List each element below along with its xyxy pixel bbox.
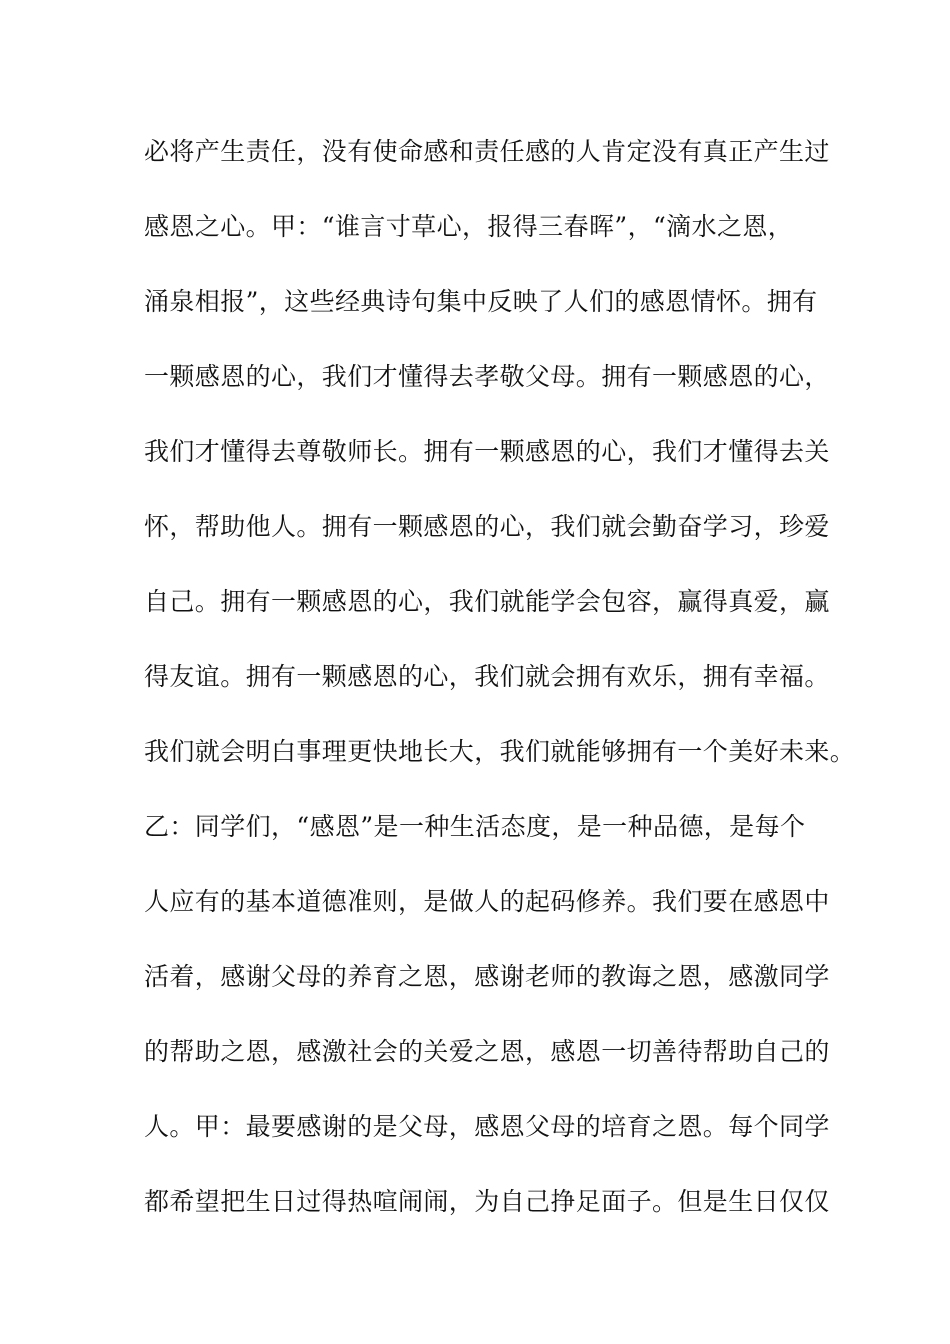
body-text <box>144 132 856 1257</box>
text-line: 我们就会明白事理更快地长大，我们就能够拥有一个美好未来。 <box>144 737 856 766</box>
text-line: 涌泉相报”，这些经典诗句集中反映了人们的感恩情怀。拥有 <box>144 287 818 316</box>
text-line: 活着，感谢父母的养育之恩，感谢老师的教诲之恩，感激同学 <box>144 962 830 991</box>
text-line: 得友谊。拥有一颗感恩的心，我们就会拥有欢乐，拥有幸福。 <box>144 662 830 691</box>
text-line: 必将产生责任，没有使命感和责任感的人肯定没有真正产生过 <box>144 137 830 166</box>
text-line: 人应有的基本道德准则，是做人的起码修养。我们要在感恩中 <box>144 887 830 916</box>
text-line: 自己。拥有一颗感恩的心，我们就能学会包容，赢得真爱，赢 <box>144 587 830 616</box>
text-line: 一颗感恩的心，我们才懂得去孝敬父母。拥有一颗感恩的心， <box>144 362 830 391</box>
text-line: 的帮助之恩，感激社会的关爱之恩，感恩一切善待帮助自己的 <box>144 1037 830 1066</box>
text-line: 感恩之心。甲：“谁言寸草心，报得三春晖”，“滴水之恩， <box>144 212 794 241</box>
text-line: 乙：同学们，“感恩”是一种生活态度，是一种品德，是每个 <box>144 812 806 841</box>
text-line: 怀，帮助他人。拥有一颗感恩的心，我们就会勤奋学习，珍爱 <box>144 512 830 541</box>
text-line: 我们才懂得去尊敬师长。拥有一颗感恩的心，我们才懂得去关 <box>144 437 830 466</box>
text-line: 人。甲：最要感谢的是父母，感恩父母的培育之恩。每个同学 <box>144 1112 830 1141</box>
text-line: 都希望把生日过得热喧闹闹，为自己挣足面子。但是生日仅仅 <box>144 1187 830 1216</box>
